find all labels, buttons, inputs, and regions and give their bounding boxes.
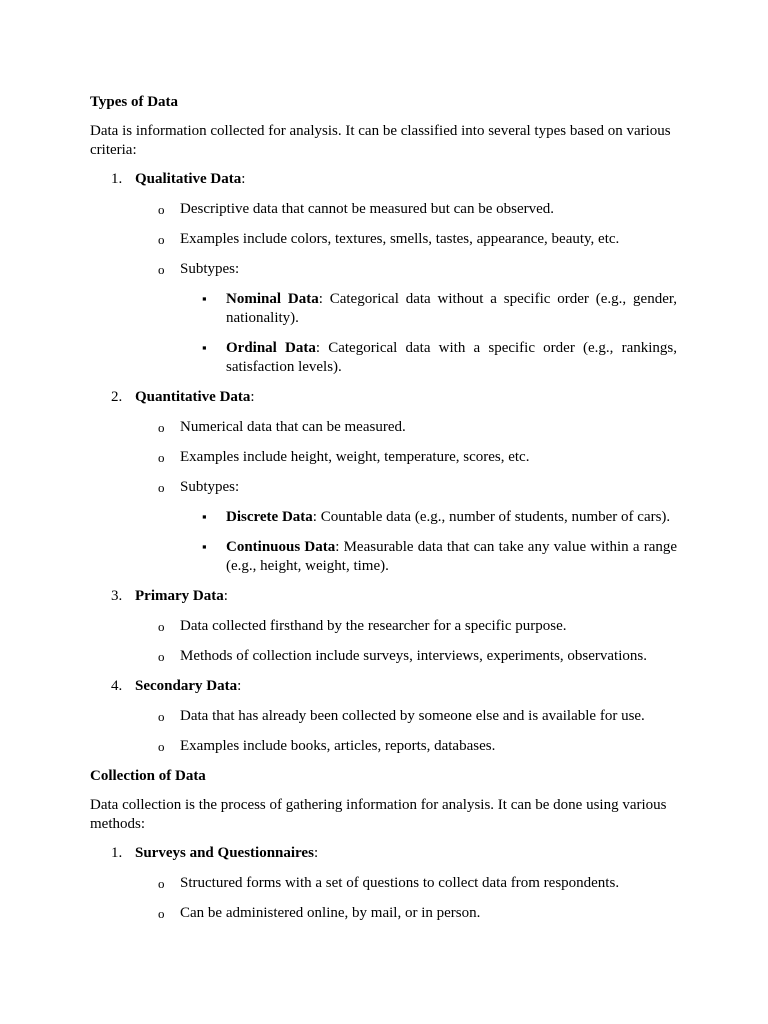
list-item (90, 478, 677, 497)
section-intro: Data collection is the process of gathering information for analysis. It can be done using various methods: (90, 797, 667, 832)
item-term: Surveys and Questionnaires (135, 845, 314, 861)
list-item-text: Examples include height, weight, temperature, scores, etc. (180, 449, 530, 465)
circle-bullet-icon: o (158, 420, 165, 435)
circle-bullet-icon: o (158, 262, 165, 277)
item-colon: : (313, 845, 319, 861)
circle-bullet-icon: o (158, 876, 165, 891)
numbered-item (90, 388, 677, 407)
item-colon: : (250, 389, 255, 405)
square-bullet-icon: ▪ (202, 340, 207, 355)
circle-bullet-icon: o (158, 709, 165, 724)
circle-bullet-icon: o (158, 450, 165, 465)
list-item-text: Can be administered online, by mail, or in person. (180, 905, 481, 921)
list-number: 2. (111, 389, 123, 405)
square-bullet-icon: ▪ (202, 509, 207, 524)
list-item (90, 617, 677, 636)
list-item (90, 260, 677, 279)
list-number: 4. (111, 678, 123, 694)
numbered-item (90, 677, 677, 696)
list-item-text: Numerical data that can be measured. (180, 419, 406, 435)
sub-item-text: : Categorical data with a specific order (e.g., rankings, satisfaction levels). (226, 340, 677, 375)
item-term: Secondary Data (135, 678, 238, 694)
list-item (90, 448, 677, 467)
numbered-item (90, 587, 677, 606)
item-term: Primary Data (135, 588, 224, 604)
document-body (90, 93, 677, 934)
sub-item-text: : Measurable data that can take any value within a range (e.g., height, weight, time). (226, 539, 678, 574)
list-number: 1. (111, 171, 123, 187)
section-heading-types-of-data: Types of Data (90, 94, 179, 110)
list-item (90, 707, 677, 726)
list-item-text: Methods of collection include surveys, interviews, experiments, observations. (180, 648, 647, 664)
item-colon: : (241, 171, 246, 187)
list-item (90, 904, 677, 923)
list-number: 1. (111, 845, 123, 861)
square-bullet-icon: ▪ (202, 539, 207, 554)
sub-item-text: : Countable data (e.g., number of students, number of cars). (312, 509, 671, 525)
list-item (90, 737, 677, 756)
list-item (90, 418, 677, 437)
item-term: Quantitative Data (135, 389, 251, 405)
sub-list-item (90, 508, 677, 527)
square-bullet-icon: ▪ (202, 291, 207, 306)
sub-list-item (90, 290, 677, 328)
item-term: Qualitative Data (135, 171, 242, 187)
sub-item-term: Discrete Data (226, 509, 313, 525)
list-item-text: Subtypes: (180, 479, 240, 495)
list-number: 3. (111, 588, 123, 604)
item-colon: : (237, 678, 242, 694)
numbered-item (90, 170, 677, 189)
circle-bullet-icon: o (158, 202, 165, 217)
list-item-text: Subtypes: (180, 261, 240, 277)
list-item-text: Examples include books, articles, reports, databases. (180, 738, 496, 754)
circle-bullet-icon: o (158, 619, 165, 634)
list-item (90, 230, 677, 249)
sub-list-item (90, 339, 677, 377)
list-item-text: Examples include colors, textures, smells, tastes, appearance, beauty, etc. (180, 231, 620, 247)
sub-item-term: Nominal Data (226, 291, 319, 307)
list-item-text: Descriptive data that cannot be measured but can be observed. (180, 201, 555, 217)
numbered-item (90, 844, 677, 863)
circle-bullet-icon: o (158, 649, 165, 664)
sub-item-term: Continuous Data (226, 539, 336, 555)
circle-bullet-icon: o (158, 739, 165, 754)
section-intro: Data is information collected for analysis. It can be classified into several types based on various criteria: (90, 123, 671, 158)
list-item-text: Data that has already been collected by someone else and is available for use. (180, 708, 645, 724)
list-item-text: Data collected firsthand by the researcher for a specific purpose. (180, 618, 567, 634)
item-colon: : (223, 588, 228, 604)
sub-list-item (90, 538, 677, 576)
sub-item-text: : Categorical data without a specific order (e.g., gender, nationality). (226, 291, 677, 326)
list-item (90, 647, 677, 666)
list-item (90, 874, 677, 893)
sub-item-term: Ordinal Data (226, 340, 316, 356)
list-item-text: Structured forms with a set of questions to collect data from respondents. (180, 875, 620, 891)
circle-bullet-icon: o (158, 232, 165, 247)
circle-bullet-icon: o (158, 906, 165, 921)
circle-bullet-icon: o (158, 480, 165, 495)
section-heading-collection-of-data: Collection of Data (90, 768, 206, 784)
list-item (90, 200, 677, 219)
